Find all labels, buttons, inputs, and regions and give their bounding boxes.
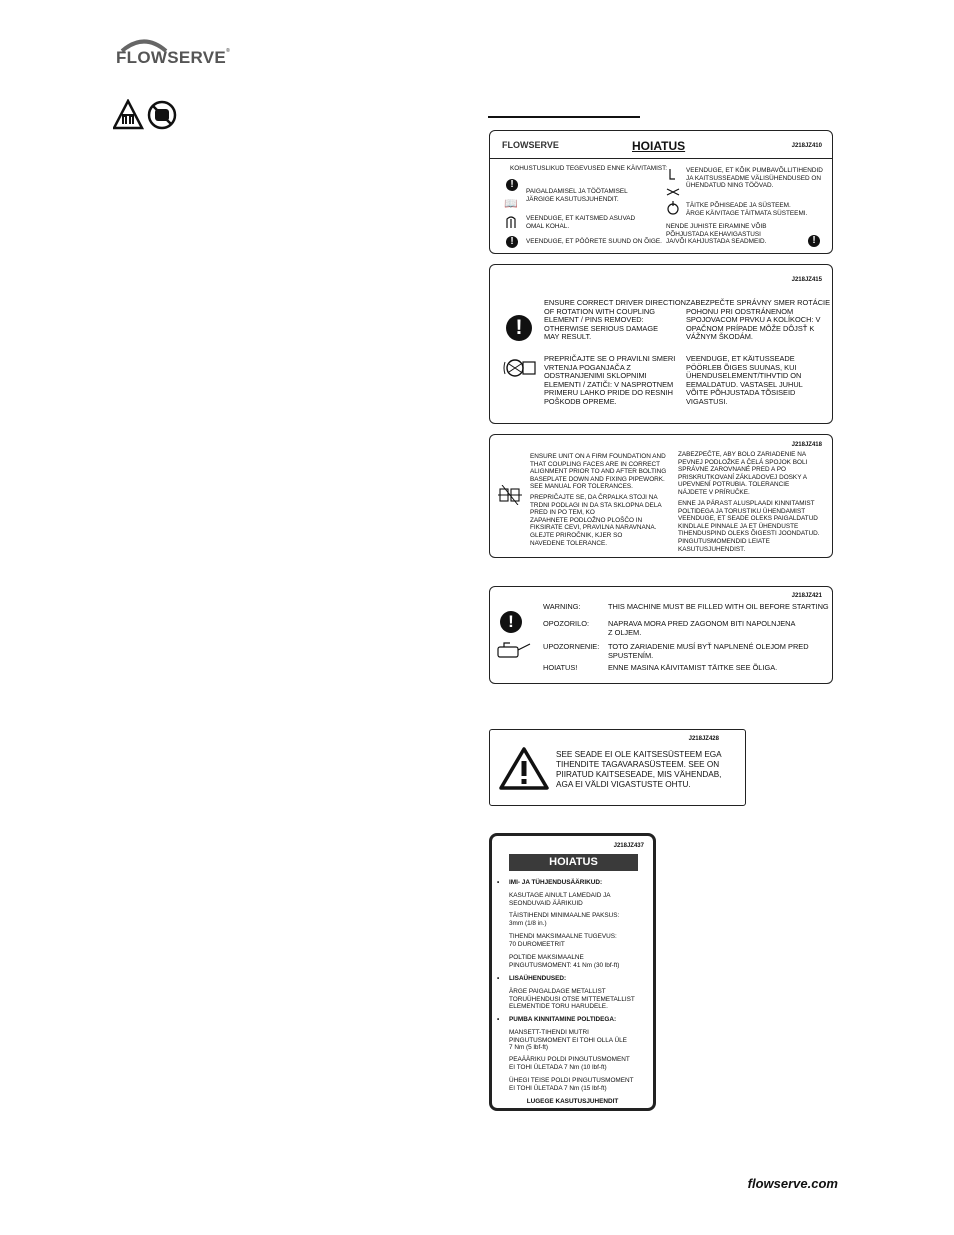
para-5: ÄRGE PAIGALDAGE METALLIST TORUÜHENDUSI OTSE MITTEMETALLIST ELEMENTIDE TORU HARUDELE. <box>509 988 635 1011</box>
label-j218jz410 <box>489 130 833 254</box>
text-et: VEENDUGE, ET KÄITUSSEADE PÖÖRLEB ÕIGES SUUNAS, KUI ÜHENDUSELEMENT/TIHVTID ON EEMALDATUD. VASTASEL JUHUL VÕITE PÕHJUSTADA TÕSISEID VIGASTUSI. <box>686 354 803 406</box>
label-code: J218JZ418 <box>791 442 822 448</box>
header-icons <box>113 99 179 131</box>
warning-value-et: ENNE MASINA KÄIVITAMIST TÄITKE SEE ÕLIGA. <box>608 663 778 672</box>
label-code: J218JZ415 <box>791 277 822 283</box>
label-j218jz437 <box>489 833 656 1111</box>
section-rule <box>488 116 640 118</box>
exclamation-icon: ! <box>500 611 522 633</box>
label-code: J218JZ437 <box>613 843 644 849</box>
exclamation-icon: ! <box>506 179 518 191</box>
fill-icon <box>667 201 679 215</box>
para-7: PEAÄÄRIKU POLDI PINGUTUSMOMENT EI TOHI ÜLETADA 7 Nm (10 lbf-ft) <box>509 1056 630 1071</box>
warning-key-en: WARNING: <box>543 602 581 611</box>
warning-value-sk: TOTO ZARIADENIE MUSÍ BYŤ NAPLNENÉ OLEJOM PRED SPUSTENÍM. <box>608 642 809 660</box>
para-4: POLTIDE MAKSIMAALNE PINGUTUSMOMENT: 41 Nm (30 lbf-ft) <box>509 954 620 969</box>
warning-value-sl: NAPRAVA MORA PRED ZAGONOM BITI NAPOLNJENA Z OLJEM. <box>608 619 796 637</box>
no-pacemaker-icon <box>149 102 175 128</box>
text-sk: ZABEZPEČTE, ABY BOLO ZARIADENIE NA PEVNEJ PODLOŽKE A ČELÁ SPOJOK BOLI SPRÁVNE ZAROVNANÉ PRED A PO PRISKRUTKOVANÍ ZÁKLADOVEJ DOSKY A UPEVNENÍ POTRUBIA. TOLERANCIE NÁJDETE V PRÍRUČKE. <box>678 451 808 496</box>
exclamation-icon: ! <box>506 236 518 248</box>
guard-icon <box>506 215 516 229</box>
label-code: J218JZ421 <box>791 593 822 599</box>
bullet: • <box>497 1016 500 1023</box>
bullet: • <box>497 975 500 982</box>
exclamation-icon: ! <box>506 315 532 341</box>
instruction-2: VEENDUGE, ET KAITSMED ASUVAD OMAL KOHAL. <box>526 215 636 230</box>
instruction-4: VEENDUGE, ET KÕIK PUMBAVÕLLITIHENDID JA KAITSUSSEADME VÄLISÜHENDUSED ON ÜHENDATUD NING TÖÖVAD. <box>686 167 823 190</box>
alignment-icon <box>498 485 522 505</box>
label-title: HOIATUS <box>509 854 638 871</box>
label-code: J218JZ410 <box>791 143 822 149</box>
coupling-rotation-icon <box>503 357 539 379</box>
warning-value-en: THIS MACHINE MUST BE FILLED WITH OIL BEFORE STARTING <box>608 602 829 611</box>
electrical-warning-icon <box>114 101 142 128</box>
text-en: ENSURE UNIT ON A FIRM FOUNDATION AND THAT COUPLING FACES ARE IN CORRECT ALIGNMENT PRIOR TO AND AFTER BOLTING BASEPLATE DOWN AND FIXING PIPEWORK. SEE MANUAL FOR TOLERANCES. <box>530 453 667 491</box>
para-1: KASUTAGE AINULT LAMEDAID JA SEONDUVAID ÄÄRIKUID <box>509 892 611 907</box>
warning-triangle-icon <box>499 746 549 790</box>
label-j218jz421 <box>489 586 833 684</box>
footer-site[interactable]: flowserve.com <box>747 1176 838 1191</box>
heading-2: LISAÜHENDUSED: <box>509 975 567 982</box>
warning-key-sl: OPOZORILO: <box>543 619 589 628</box>
bullet: • <box>497 879 500 886</box>
label-j218jz418 <box>489 434 833 558</box>
valve-icon <box>665 167 681 197</box>
para-6: MANSETT-TIHENDI MUTRI PINGUTUSMOMENT EI TOHI OLLA ÜLE 7 Nm (5 lbf-ft) <box>509 1029 627 1052</box>
divider <box>490 158 832 159</box>
label-footer: LUGEGE KASUTUSJUHENDIT <box>526 1098 619 1105</box>
text-en: ENSURE CORRECT DRIVER DIRECTION OF ROTATION WITH COUPLING ELEMENT / PINS REMOVED: OTHERWISE SERIOUS DAMAGE MAY RESULT. <box>544 298 686 342</box>
label-logo: FLOWSERVE <box>502 140 559 150</box>
heading-1: IMI- JA TÜHJENDUSÄÄRIKUD: <box>509 879 603 886</box>
intro-text: KOHUSTUSLIKUD TEGEVUSED ENNE KÄIVITAMIST: <box>510 165 668 172</box>
para-8: ÜHEGI TEISE POLDI PINGUTUSMOMENT EI TOHI ÜLETADA 7 Nm (15 lbf-ft) <box>509 1077 634 1092</box>
instruction-1: PAIGALDAMISEL JA TÖÖTAMISEL JÄRGIGE KASUTUSJUHENDIT. <box>526 188 628 203</box>
manual-book-icon: 📖 <box>504 198 518 210</box>
warning-key-sk: UPOZORNENIE: <box>543 642 600 651</box>
instruction-3: VEENDUGE, ET PÖÖRETE SUUND ON ÕIGE. <box>526 238 662 245</box>
text-et: ENNE JA PÄRAST ALUSPLAADI KINNITAMIST POLTIDEGA JA TORUSTIKU ÜHENDAMIST VEENDUGE, ET SEADE OLEKS PAIGALDATUD KINDLALE PINNALE JA ET ÜHENDUSTE TIHENDUSPIND OLEKS ÕIGESTI JOONDATUD. PINGUTUSMOMENDID LEIATE KASUTUSJUHENDIST. <box>678 500 820 553</box>
oil-can-icon <box>496 641 532 659</box>
text-sl: PREPRIČAJTE SE, DA ČRPALKA STOJI NA TRDNI PODLAGI IN DA STA SKLOPNA DELA PRED IN PO TEM, KO ZAPAHNETE PODLOŽNO PLOŠČO IN FIKSIRATE CEVI, PRAVILNA NARAVNANA. GLEJTE PRIROČNIK, KJER SO NAVEDENE TOLERANCE. <box>530 494 662 547</box>
label-code: J218JZ428 <box>688 736 719 742</box>
instruction-6: NENDE JUHISTE EIRAMINE VÕIB PÕHJUSTADA KEHAVIGASTUSI JA/VÕI KAHJUSTADA SEADMEID. <box>666 223 767 246</box>
instruction-5: TÄITKE PÕHISEADE JA SÜSTEEM. ÄRGE KÄIVITAGE TÄITMATA SÜSTEEMI. <box>686 202 808 217</box>
exclamation-icon: ! <box>808 235 820 247</box>
label-title: HOIATUS <box>632 139 686 153</box>
heading-3: PUMBA KINNITAMINE POLTIDEGA: <box>509 1016 617 1023</box>
flowserve-logo: FLOWSERVE® <box>116 48 231 67</box>
para-2: TÄISTIHENDI MINIMAALNE PAKSUS: 3mm (1/8 in.) <box>509 912 620 927</box>
text-sk: ZABEZPEČTE SPRÁVNY SMER ROTÁCIE POHONU PRI ODSTRÁNENOM SPOJOVACOM PRVKU A KOLÍKOCH: V OPAČNOM PRÍPADE MÔŽE DÔJSŤ K VÁŽNYM ŠKODÁM. <box>686 298 831 342</box>
text-sl: PREPRIČAJTE SE O PRAVILNI SMERI VRTENJA POGANJAČA Z ODSTRANJENIMI SKLOPNIMI ELEMENTI / ZATIČI: V NASPROTNEM PRIMERU LAHKO PRIDE DO RESNIH POŠKODB OPREME. <box>544 354 676 406</box>
label-text: SEE SEADE EI OLE KAITSESÜSTEEM EGA TIHENDITE TAGAVARASÜSTEEM. SEE ON PIIRATUD KAITSESEADE, MIS VÄHENDAB, AGA EI VÄLDI VIGASTUSTE OHTU. <box>556 750 722 789</box>
label-j218jz415 <box>489 264 833 424</box>
para-3: TIHENDI MAKSIMAALNE TUGEVUS: 70 DUROMEETRIT <box>509 933 617 948</box>
label-j218jz428 <box>489 729 746 806</box>
warning-key-et: HOIATUS! <box>543 663 578 672</box>
